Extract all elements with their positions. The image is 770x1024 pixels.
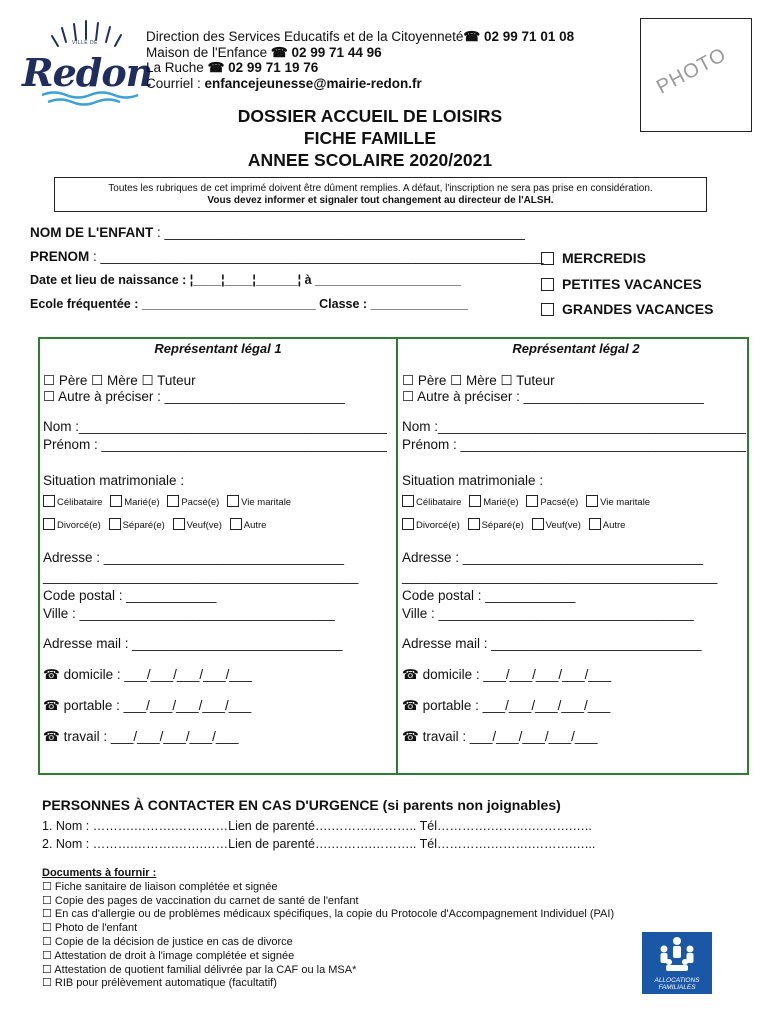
ecole-label: Ecole fréquentée : [30, 297, 142, 311]
period-label: MERCREDIS [562, 250, 647, 266]
photo-label: PHOTO [653, 43, 731, 99]
contact-phone-2: 02 99 71 44 96 [291, 44, 382, 60]
status-autre: Autre [243, 520, 267, 531]
rep1-status-row-1 [43, 493, 393, 511]
title-line-3: ANNEE SCOLAIRE 2020/2021 [247, 150, 493, 170]
phone-icon: ☎ [463, 29, 481, 44]
title-line-1: DOSSIER ACCUEIL DE LOISIRS [237, 106, 503, 126]
checkbox[interactable] [586, 495, 598, 507]
naissance-label: Date et lieu de naissance : [30, 273, 190, 287]
logo-name: Redon [22, 50, 153, 95]
rep2-nom[interactable]: Nom :_________________________________________ [402, 419, 746, 434]
checkbox[interactable] [43, 495, 55, 507]
status-celibataire: Célibataire [57, 497, 103, 508]
contact-line-4 [146, 76, 574, 92]
status-pacse: Pacsé(e) [540, 497, 579, 508]
checkbox[interactable] [541, 278, 554, 291]
representatives-divider [396, 337, 398, 775]
documents-title: Documents à fournir : [42, 867, 157, 879]
rep1-domicile[interactable]: ☎ domicile : ___/___/___/___/___ [43, 667, 252, 682]
contact-phone-1: 02 99 71 01 08 [484, 29, 575, 44]
rep1-prenom[interactable]: Prénom : ______________________________________ [43, 437, 387, 452]
urgence-line-2[interactable]: 2. Nom : ……….……….…….……Lien de parenté….……….……….. Tél………….……….……….…... [42, 837, 596, 851]
status-celibataire: Célibataire [416, 497, 462, 508]
period-petites-vacances[interactable] [541, 276, 702, 292]
status-divorce: Divorcé(e) [57, 520, 101, 531]
rep1-portable[interactable]: ☎ portable : ___/___/___/___/___ [43, 698, 252, 713]
status-marie: Marié(e) [124, 497, 160, 508]
status-vie-maritale: Vie maritale [241, 497, 292, 508]
family-icon [642, 932, 712, 976]
urgence-title: PERSONNES À CONTACTER EN CAS D'URGENCE (si parents non joignables) [42, 797, 561, 813]
phone-icon: ☎ [207, 60, 225, 75]
rep2-parent-options[interactable]: ☐ Père ☐ Mère ☐ Tuteur [402, 373, 555, 388]
rep2-heading: Représentant légal 2 [512, 341, 640, 356]
rep1-code-postal[interactable]: Code postal : ____________ [43, 588, 217, 603]
title-line-2: FICHE FAMILLE [303, 128, 437, 148]
caf-text [642, 977, 712, 991]
documents-list [42, 867, 614, 991]
nom-enfant-field[interactable] [30, 225, 525, 240]
checkbox[interactable] [589, 518, 601, 530]
document-item[interactable]: ☐ Attestation de droit à l'image complétée et signée [42, 949, 295, 962]
document-item[interactable]: ☐ Photo de l'enfant [42, 922, 138, 935]
rep2-adresse[interactable]: Adresse : ________________________________ [402, 550, 704, 565]
checkbox[interactable] [541, 303, 554, 316]
caf-line-1: ALLOCATIONS [654, 977, 700, 984]
document-item[interactable]: ☐ Fiche sanitaire de liaison complétée et signée [42, 880, 278, 893]
rep1-column [43, 373, 393, 745]
rep1-ville[interactable]: Ville : __________________________________ [43, 606, 335, 621]
logo-ville: VILLE DE [72, 40, 98, 46]
checkbox[interactable] [402, 495, 414, 507]
rep2-code-postal[interactable]: Code postal : ____________ [402, 588, 576, 603]
waves-icon [40, 90, 140, 108]
rep2-autre[interactable]: ☐ Autre à préciser : ________________________ [402, 389, 704, 404]
notice-line-2: Vous devez informer et signaler tout changement au directeur de l'ALSH. [207, 195, 554, 206]
period-grandes-vacances[interactable] [541, 301, 713, 317]
contact-line-3 [146, 60, 574, 76]
checkbox[interactable] [526, 495, 538, 507]
naissance-field[interactable] [30, 273, 461, 287]
checkbox[interactable] [167, 495, 179, 507]
checkbox[interactable] [230, 518, 242, 530]
rep1-parent-options[interactable]: ☐ Père ☐ Mère ☐ Tuteur [43, 373, 196, 388]
checkbox[interactable] [469, 495, 481, 507]
notice-line-1: Toutes les rubriques de cet imprimé doivent être dûment remplies. A défaut, l'inscription ne sera pas prise en considération. [108, 183, 653, 194]
rep2-mail[interactable]: Adresse mail : ____________________________ [402, 636, 702, 651]
checkbox[interactable] [541, 252, 554, 265]
redon-logo [18, 18, 153, 108]
document-item[interactable]: ☐ En cas d'allergie ou de problèmes médicaux spécifiques, la copie du Protocole d'Accompagnement Individuel (PAI) [42, 908, 615, 921]
rep1-status-row-2 [43, 516, 393, 534]
contact-line-2 [146, 45, 574, 61]
prenom-label: PRENOM [30, 249, 90, 264]
caf-line-2: FAMILIALES [658, 984, 696, 991]
rep2-travail[interactable]: ☎ travail : ___/___/___/___/___ [402, 729, 598, 744]
rep1-mail[interactable]: Adresse mail : ____________________________ [43, 636, 343, 651]
classe-blank[interactable]: ______________ [370, 297, 468, 311]
notice-box [54, 177, 707, 212]
urgence-line-1[interactable]: 1. Nom : ……….……….…….……Lien de parenté….……….……….. Tél………….……….……….….. [42, 819, 592, 833]
status-divorce: Divorcé(e) [416, 520, 460, 531]
rep1-situation: Situation matrimoniale : [43, 473, 185, 488]
contact-maison: Maison de l'Enfance [146, 44, 268, 60]
status-veuf: Veuf(ve) [186, 520, 222, 531]
contact-service: Direction des Services Educatifs et de la Citoyenneté [146, 29, 464, 44]
rep1-travail[interactable]: ☎ travail : ___/___/___/___/___ [43, 729, 239, 744]
checkbox[interactable] [468, 518, 480, 530]
status-separe: Séparé(e) [481, 520, 524, 531]
nom-enfant-label: NOM DE L'ENFANT [30, 225, 154, 240]
checkbox[interactable] [227, 495, 239, 507]
contact-phone-3: 02 99 71 19 76 [228, 60, 319, 75]
checkbox[interactable] [173, 518, 185, 530]
checkbox[interactable] [109, 518, 121, 530]
contact-block [146, 29, 574, 91]
naissance-blank[interactable]: ¦____¦____¦______¦ à _____________________ [189, 273, 462, 287]
phone-icon: ☎ [270, 44, 288, 60]
period-mercredis[interactable] [541, 250, 646, 266]
rep2-column [402, 373, 747, 745]
rep1-heading: Représentant légal 1 [154, 341, 282, 356]
rep1-nom[interactable]: Nom :_________________________________________ [43, 419, 387, 434]
ecole-blank[interactable]: _________________________ [141, 297, 320, 311]
status-veuf: Veuf(ve) [545, 520, 581, 531]
ecole-field[interactable] [30, 297, 468, 311]
document-item[interactable]: ☐ Copie des pages de vaccination du carnet de santé de l'enfant [42, 894, 359, 907]
document-item[interactable]: ☐ Copie de la décision de justice en cas de divorce [42, 935, 293, 948]
prenom-blank[interactable]: : ___________________________________________________________ [89, 249, 544, 264]
status-pacse: Pacsé(e) [181, 497, 220, 508]
classe-label: Classe : [319, 297, 371, 311]
contact-line-1 [146, 29, 574, 45]
contact-email: enfancejeunesse@mairie-redon.fr [204, 75, 422, 91]
status-marie: Marié(e) [483, 497, 519, 508]
rep2-status-row-2 [402, 516, 747, 534]
rep2-domicile[interactable]: ☎ domicile : ___/___/___/___/___ [402, 667, 611, 682]
checkbox[interactable] [43, 518, 55, 530]
rep1-adresse-2[interactable]: __________________________________________ [43, 569, 359, 584]
rep2-situation: Situation matrimoniale : [402, 473, 544, 488]
checkbox[interactable] [532, 518, 544, 530]
document-item[interactable]: ☐ Attestation de quotient familial délivrée par la CAF ou la MSA* [42, 963, 357, 976]
status-vie-maritale: Vie maritale [600, 497, 651, 508]
rep2-prenom[interactable]: Prénom : ______________________________________ [402, 437, 746, 452]
checkbox[interactable] [110, 495, 122, 507]
rep2-ville[interactable]: Ville : __________________________________ [402, 606, 694, 621]
prenom-field[interactable] [30, 249, 544, 264]
rep2-portable[interactable]: ☎ portable : ___/___/___/___/___ [402, 698, 611, 713]
rep2-adresse-2[interactable]: __________________________________________ [402, 569, 718, 584]
contact-ruche: La Ruche [146, 60, 204, 75]
status-autre: Autre [602, 520, 626, 531]
status-separe: Séparé(e) [122, 520, 165, 531]
rep2-status-row-1 [402, 493, 747, 511]
period-label: GRANDES VACANCES [562, 301, 714, 317]
document-item[interactable]: ☐ RIB pour prélèvement automatique (facultatif) [42, 977, 277, 990]
rep1-adresse[interactable]: Adresse : ________________________________ [43, 550, 345, 565]
checkbox[interactable] [402, 518, 414, 530]
caf-logo [642, 932, 712, 994]
nom-enfant-blank[interactable]: : ________________________________________________ [153, 225, 525, 240]
period-label: PETITES VACANCES [562, 276, 702, 292]
contact-courriel-label: Courriel : [146, 75, 205, 91]
rep1-autre[interactable]: ☐ Autre à préciser : ________________________ [43, 389, 345, 404]
